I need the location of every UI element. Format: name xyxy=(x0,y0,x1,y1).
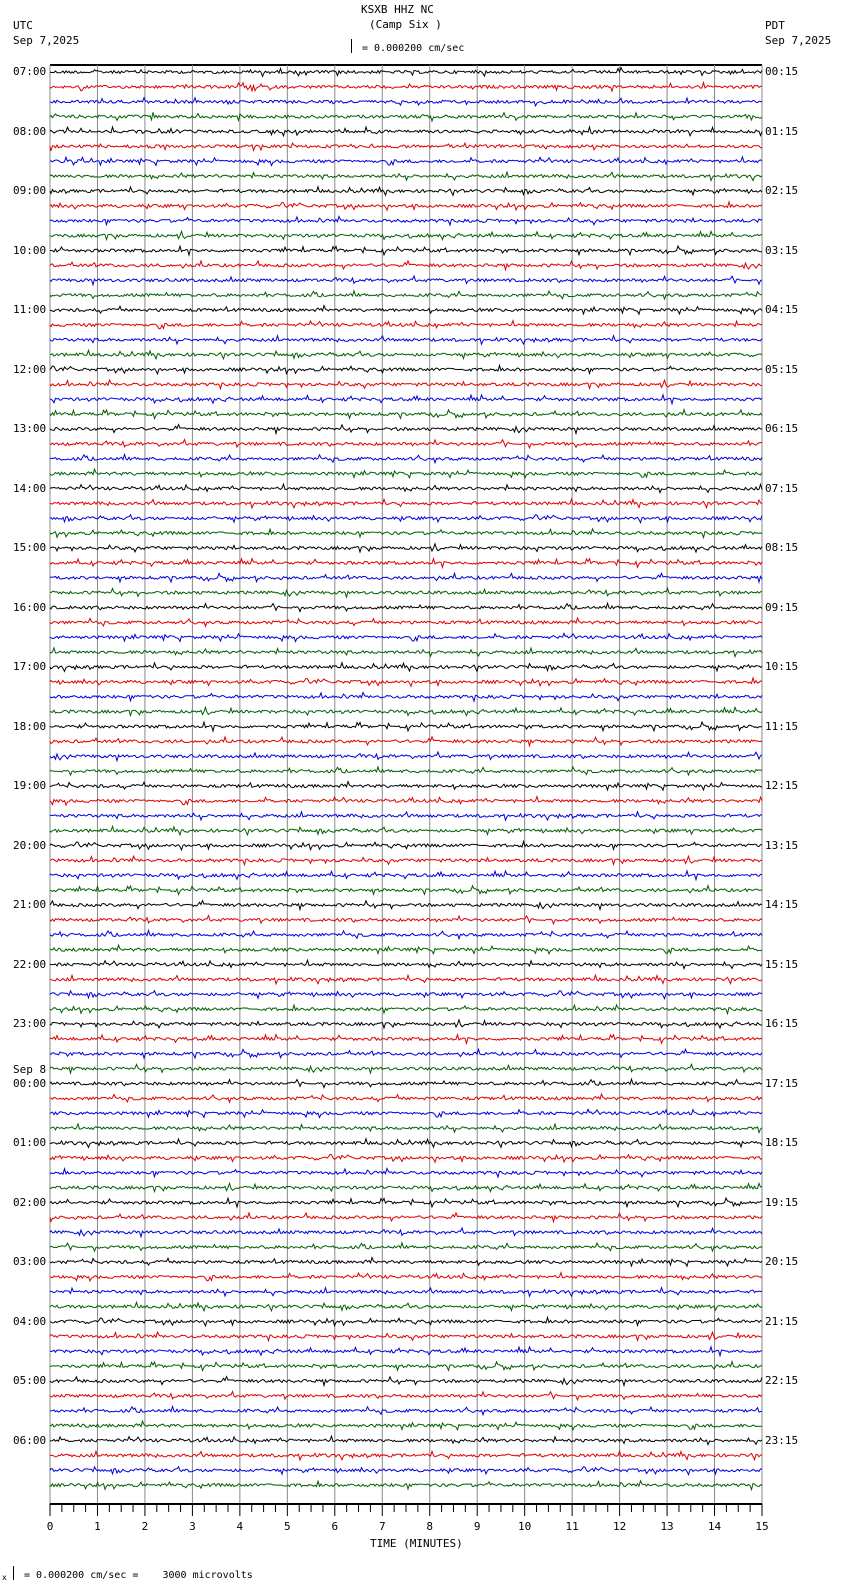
x-tick-label: 13 xyxy=(660,1520,674,1533)
footer-scale-label: = 0.000200 cm/sec = 3000 microvolts xyxy=(24,1570,253,1581)
seismic-trace xyxy=(50,618,762,626)
utc-hour-label: 06:00 xyxy=(13,1433,47,1447)
seismic-trace xyxy=(50,782,762,791)
right-timezone: PDT xyxy=(765,19,785,32)
seismic-trace xyxy=(50,842,762,850)
seismic-trace xyxy=(50,1064,762,1073)
seismic-trace xyxy=(50,306,762,315)
site-name: (Camp Six ) xyxy=(369,18,442,31)
seismic-trace xyxy=(50,633,762,641)
seismic-trace xyxy=(50,1273,762,1282)
seismic-trace xyxy=(50,454,762,462)
pdt-time-label: 16:15 xyxy=(765,1017,799,1030)
seismic-trace xyxy=(50,1154,762,1162)
pdt-time-label: 20:15 xyxy=(765,1255,799,1268)
seismic-trace xyxy=(50,1094,762,1102)
seismic-trace xyxy=(50,693,762,702)
seismic-trace xyxy=(50,1377,762,1386)
seismic-trace xyxy=(50,1049,762,1058)
x-tick-label: 3 xyxy=(189,1520,196,1533)
seismic-trace xyxy=(50,261,762,270)
seismic-trace xyxy=(50,366,762,374)
utc-hour-label: 21:00 xyxy=(13,898,47,911)
utc-hour-label: 13:00 xyxy=(13,422,47,435)
seismic-trace xyxy=(50,1302,762,1311)
x-tick-label: 4 xyxy=(236,1520,244,1533)
utc-hour-label: 10:00 xyxy=(13,243,47,257)
x-tick-label: 2 xyxy=(141,1520,149,1533)
x-tick-label: 0 xyxy=(46,1520,54,1533)
seismic-trace xyxy=(50,1467,762,1475)
utc-hour-label: 23:00 xyxy=(13,1017,47,1030)
seismic-trace xyxy=(50,1035,762,1044)
x-tick-label: 6 xyxy=(331,1520,339,1533)
seismic-trace xyxy=(50,886,762,895)
seismic-trace xyxy=(50,515,762,523)
seismic-trace xyxy=(50,930,762,938)
pdt-time-label: 09:15 xyxy=(765,600,799,614)
utc-hour-label: 22:00 xyxy=(13,957,47,971)
seismic-trace xyxy=(50,68,762,77)
seismic-trace xyxy=(50,1451,762,1460)
seismic-trace xyxy=(50,1258,762,1267)
seismic-trace xyxy=(50,529,762,538)
seismic-trace xyxy=(50,127,762,136)
utc-hour-label: 17:00 xyxy=(13,660,47,673)
utc-hour-label: 20:00 xyxy=(13,838,47,852)
seismic-trace xyxy=(50,960,762,968)
pdt-time-label: 13:15 xyxy=(765,838,799,852)
utc-hour-label: 05:00 xyxy=(13,1374,47,1387)
x-tick-label: 1 xyxy=(94,1520,101,1533)
seismic-trace xyxy=(50,1198,762,1207)
seismic-trace xyxy=(50,1288,762,1297)
seismic-trace xyxy=(50,336,762,345)
seismic-trace xyxy=(50,1243,762,1251)
utc-hour-label: 00:00 xyxy=(13,1076,47,1090)
seismic-trace xyxy=(50,231,762,239)
pdt-time-label: 00:15 xyxy=(765,65,799,78)
pdt-time-label: 21:15 xyxy=(765,1314,799,1328)
seismic-trace xyxy=(50,1406,762,1414)
seismic-trace xyxy=(50,1079,762,1087)
seismic-trace xyxy=(50,991,762,999)
seismic-trace xyxy=(50,499,762,508)
seismic-trace xyxy=(50,202,762,210)
utc-hour-label: 02:00 xyxy=(13,1195,47,1209)
pdt-time-label: 10:15 xyxy=(765,660,799,673)
pdt-time-label: 01:15 xyxy=(765,124,799,138)
seismic-trace xyxy=(50,187,762,196)
pdt-time-label: 15:15 xyxy=(765,957,799,971)
utc-hour-label: 16:00 xyxy=(13,600,47,614)
seismic-trace xyxy=(50,291,762,299)
seismic-trace xyxy=(50,1124,762,1133)
pdt-time-label: 04:15 xyxy=(765,303,799,316)
pdt-time-label: 02:15 xyxy=(765,184,799,197)
seismic-trace xyxy=(50,678,762,686)
seismic-trace xyxy=(50,975,762,984)
seismic-trace xyxy=(50,1421,762,1430)
seismic-trace xyxy=(50,588,762,597)
pdt-time-label: 03:15 xyxy=(765,243,799,257)
x-tick-label: 8 xyxy=(426,1520,434,1533)
seismic-trace xyxy=(50,410,762,419)
utc-hour-label: 14:00 xyxy=(13,481,47,495)
seismic-trace xyxy=(50,737,762,746)
seismic-trace xyxy=(50,425,762,434)
pdt-time-label: 22:15 xyxy=(765,1374,799,1387)
pdt-time-label: 11:15 xyxy=(765,719,799,733)
scale-label: = 0.000200 cm/sec xyxy=(362,43,465,54)
seismic-trace xyxy=(50,797,762,806)
utc-hour-label: 12:00 xyxy=(13,362,47,376)
station-title: KSXB HHZ NC xyxy=(361,3,434,16)
footer-prefix: x xyxy=(2,1573,7,1582)
x-tick-label: 5 xyxy=(284,1520,291,1533)
seismic-trace xyxy=(50,945,762,954)
seismic-trace xyxy=(50,1481,762,1490)
x-tick-label: 12 xyxy=(612,1520,627,1533)
seismic-trace xyxy=(50,1347,762,1356)
seismic-trace xyxy=(50,663,762,672)
seismic-trace xyxy=(50,1318,762,1326)
seismic-trace xyxy=(50,1005,762,1014)
date-change-label: Sep 8 xyxy=(13,1062,47,1076)
seismic-trace xyxy=(50,1183,762,1191)
seismic-trace xyxy=(50,707,762,715)
pdt-time-label: 06:15 xyxy=(765,422,799,435)
seismic-trace xyxy=(50,172,762,181)
x-axis-title: TIME (MINUTES) xyxy=(370,1537,463,1550)
utc-hour-label: 07:00 xyxy=(13,65,47,78)
right-date: Sep 7,2025 xyxy=(765,34,832,47)
x-tick-label: 11 xyxy=(565,1520,579,1533)
x-tick-label: 7 xyxy=(378,1520,386,1533)
utc-hour-label: 01:00 xyxy=(13,1136,47,1149)
seismic-trace xyxy=(50,350,762,359)
seismic-trace xyxy=(50,83,762,92)
seismic-trace xyxy=(50,856,762,865)
seismic-trace xyxy=(50,157,762,166)
seismic-trace xyxy=(50,916,762,924)
seismic-trace xyxy=(50,544,762,552)
pdt-time-label: 07:15 xyxy=(765,481,799,495)
pdt-time-label: 14:15 xyxy=(765,898,799,911)
utc-hour-label: 09:00 xyxy=(13,184,47,197)
pdt-time-label: 19:15 xyxy=(765,1195,799,1209)
left-timezone: UTC xyxy=(13,19,33,32)
seismic-trace xyxy=(50,767,762,775)
utc-hour-label: 04:00 xyxy=(13,1314,47,1328)
seismic-trace xyxy=(50,1020,762,1028)
seismic-trace xyxy=(50,559,762,568)
pdt-time-label: 17:15 xyxy=(765,1076,799,1090)
seismic-trace xyxy=(50,380,762,389)
seismic-trace xyxy=(50,440,762,448)
seismic-trace xyxy=(50,1362,762,1371)
x-tick-label: 15 xyxy=(755,1520,769,1533)
x-tick-label: 14 xyxy=(707,1520,722,1533)
seismic-trace xyxy=(50,1213,762,1222)
pdt-time-label: 23:15 xyxy=(765,1433,799,1447)
utc-hour-label: 19:00 xyxy=(13,779,47,792)
utc-hour-label: 18:00 xyxy=(13,719,47,733)
seismic-trace xyxy=(50,871,762,880)
left-date: Sep 7,2025 xyxy=(13,34,80,47)
seismic-trace xyxy=(50,573,762,582)
seismic-trace xyxy=(50,1169,762,1178)
utc-hour-label: 08:00 xyxy=(13,124,47,138)
seismic-trace xyxy=(50,143,762,151)
seismic-trace xyxy=(50,1436,762,1444)
x-tick-label: 9 xyxy=(473,1520,481,1533)
seismic-trace xyxy=(50,1392,762,1400)
utc-hour-label: 03:00 xyxy=(13,1255,47,1268)
pdt-time-label: 05:15 xyxy=(765,362,799,376)
seismic-trace xyxy=(50,112,762,121)
seismic-trace xyxy=(50,812,762,821)
seismic-trace xyxy=(50,1139,762,1148)
seismic-trace xyxy=(50,217,762,226)
seismic-trace xyxy=(50,1109,762,1117)
seismic-trace xyxy=(50,752,762,761)
seismic-trace xyxy=(50,603,762,611)
pdt-time-label: 12:15 xyxy=(765,779,799,792)
seismic-trace xyxy=(50,395,762,404)
seismic-trace xyxy=(50,1332,762,1341)
footer-scale-bar-icon xyxy=(13,1566,14,1580)
seismic-trace xyxy=(50,469,762,478)
seismic-trace xyxy=(50,901,762,910)
seismic-trace xyxy=(50,648,762,657)
seismic-trace xyxy=(50,1228,762,1237)
utc-hour-label: 11:00 xyxy=(13,303,47,316)
seismic-trace xyxy=(50,98,762,106)
x-tick-label: 10 xyxy=(518,1520,532,1533)
pdt-time-label: 08:15 xyxy=(765,541,799,554)
seismic-trace xyxy=(50,276,762,285)
utc-hour-label: 15:00 xyxy=(13,541,47,554)
seismic-trace xyxy=(50,246,762,255)
seismic-trace xyxy=(50,484,762,492)
pdt-time-label: 18:15 xyxy=(765,1136,799,1149)
seismic-trace xyxy=(50,826,762,835)
seismic-trace xyxy=(50,722,762,731)
seismic-trace xyxy=(50,321,762,329)
